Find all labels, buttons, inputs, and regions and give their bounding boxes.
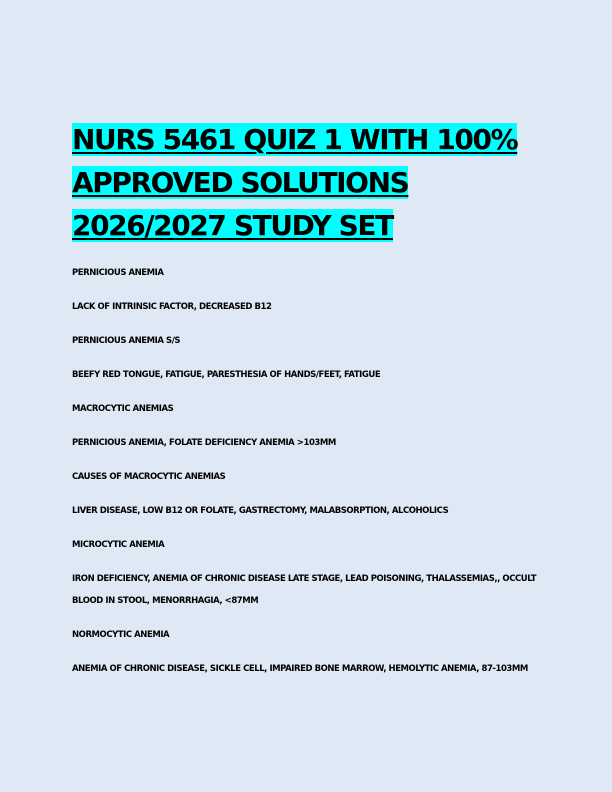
term-pernicious-anemia-ss: PERNICIOUS ANEMIA S/S — [72, 336, 181, 346]
definition-microcytic-anemia: IRON DEFICIENCY, ANEMIA OF CHRONIC DISEASE LATE STAGE, LEAD POISONING, THALASSEMIAS,, OCCULT BLOOD IN STOOL, MENORRHAGIA, <87MM — [72, 574, 537, 606]
term-macrocytic-anemias: MACROCYTIC ANEMIAS — [72, 404, 174, 414]
definition-pernicious-anemia: LACK OF INTRINSIC FACTOR, DECREASED B12 — [72, 302, 272, 312]
title-line-2: APPROVED SOLUTIONS — [72, 166, 409, 199]
term-pernicious-anemia: PERNICIOUS ANEMIA — [72, 268, 164, 278]
title-line-3: 2026/2027 STUDY SET — [72, 209, 393, 242]
term-normocytic-anemia: NORMOCYTIC ANEMIA — [72, 630, 170, 640]
title-line-1: NURS 5461 QUIZ 1 WITH 100% — [72, 123, 518, 156]
term-causes-macrocytic-anemias: CAUSES OF MACROCYTIC ANEMIAS — [72, 472, 226, 482]
definition-causes-macrocytic-anemias: LIVER DISEASE, LOW B12 OR FOLATE, GASTRECTOMY, MALABSORPTION, ALCOHOLICS — [72, 506, 449, 516]
document-title — [72, 118, 542, 247]
definition-normocytic-anemia: ANEMIA OF CHRONIC DISEASE, SICKLE CELL, IMPAIRED BONE MARROW, HEMOLYTIC ANEMIA, 87-103MM — [72, 664, 528, 674]
term-microcytic-anemia: MICROCYTIC ANEMIA — [72, 540, 165, 550]
study-set-content — [72, 262, 542, 680]
definition-pernicious-anemia-ss: BEEFY RED TONGUE, FATIGUE, PARESTHESIA OF HANDS/FEET, FATIGUE — [72, 370, 381, 380]
definition-macrocytic-anemias: PERNICIOUS ANEMIA, FOLATE DEFICIENCY ANEMIA >103MM — [72, 438, 336, 448]
